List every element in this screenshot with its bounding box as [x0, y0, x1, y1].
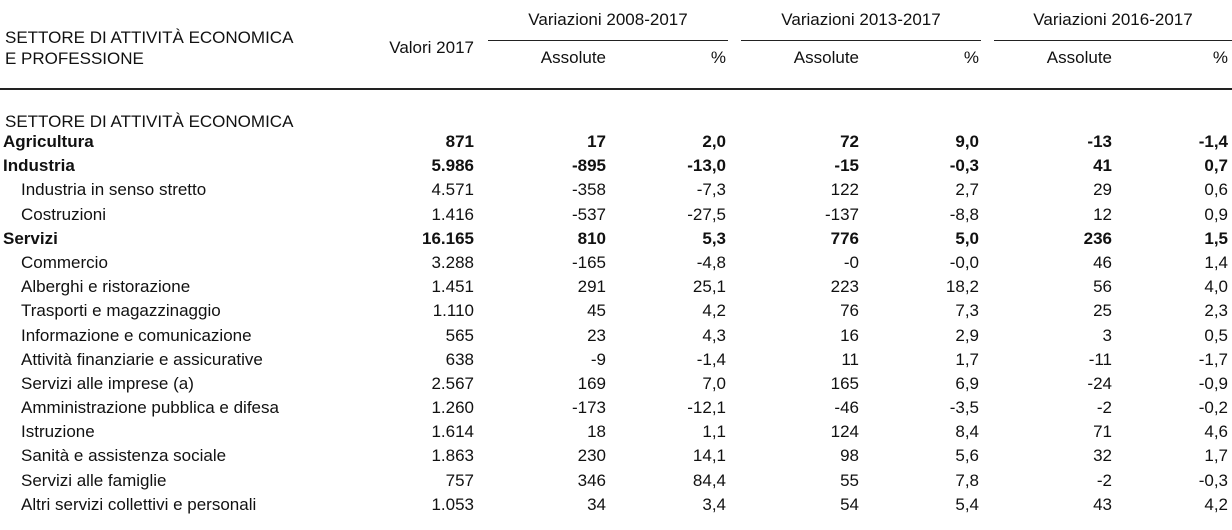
cell-pct-2013-2017: -0,0: [949, 252, 979, 272]
row-label: Altri servizi collettivi e personali: [21, 494, 257, 514]
cell-pct-2008-2017: 84,4: [692, 470, 726, 490]
row-label: Informazione e comunicazione: [21, 325, 252, 345]
cell-assolute-2016-2017: -2: [1096, 470, 1112, 490]
cell-assolute-2013-2017: 124: [830, 422, 859, 442]
cell-assolute-2013-2017: 122: [830, 180, 859, 200]
table-row: [0, 493, 1232, 517]
column-header-sector-line1: SETTORE DI ATTIVITÀ ECONOMICA: [5, 28, 294, 47]
cell-pct-2016-2017: -0,9: [1198, 373, 1228, 393]
cell-pct-2008-2017: 2,0: [702, 132, 726, 151]
row-label: Alberghi e ristorazione: [21, 277, 191, 297]
cell-assolute-2016-2017: 41: [1093, 156, 1112, 176]
row-label: Agricultura: [3, 132, 94, 151]
cell-valori-2017: 1.416: [431, 204, 474, 224]
row-label: Servizi alle famiglie: [21, 470, 167, 490]
row-label: Amministrazione pubblica e difesa: [21, 398, 279, 418]
table-row: [0, 227, 1232, 251]
cell-pct-2008-2017: -12,1: [687, 398, 726, 418]
subheader-assolute-2013: Assolute: [793, 48, 859, 67]
cell-pct-2013-2017: 2,7: [955, 180, 979, 200]
cell-assolute-2008-2017: -173: [571, 398, 606, 418]
cell-assolute-2013-2017: 54: [840, 494, 859, 514]
row-label: Sanità e assistenza sociale: [21, 446, 227, 466]
cell-pct-2013-2017: -8,8: [949, 204, 979, 224]
row-label: Costruzioni: [21, 204, 107, 224]
cell-valori-2017: 4.571: [431, 180, 474, 200]
cell-assolute-2013-2017: 165: [830, 373, 859, 393]
cell-pct-2016-2017: -0,2: [1198, 398, 1228, 418]
table-row: [0, 469, 1232, 493]
cell-assolute-2008-2017: 346: [577, 470, 606, 490]
cell-pct-2008-2017: 25,1: [692, 277, 726, 297]
header-divider: [0, 88, 1232, 90]
cell-valori-2017: 1.260: [431, 398, 474, 418]
subheader-pct-2013: %: [963, 48, 979, 67]
group-header-2016-2017: Variazioni 2016-2017: [1033, 10, 1193, 29]
cell-pct-2008-2017: 3,4: [702, 494, 726, 514]
table-row: [0, 299, 1232, 323]
cell-pct-2016-2017: 1,4: [1204, 252, 1228, 272]
cell-pct-2016-2017: 0,7: [1204, 156, 1228, 176]
group-underline-2013-2017: [741, 40, 981, 41]
cell-assolute-2013-2017: -0: [843, 252, 859, 272]
cell-valori-2017: 1.451: [431, 277, 474, 297]
cell-pct-2016-2017: 4,0: [1204, 277, 1228, 297]
cell-pct-2013-2017: 6,9: [955, 373, 979, 393]
cell-pct-2016-2017: 1,7: [1204, 446, 1228, 466]
cell-assolute-2016-2017: -13: [1087, 132, 1112, 151]
cell-assolute-2016-2017: 12: [1093, 204, 1112, 224]
cell-assolute-2008-2017: 23: [587, 325, 606, 345]
cell-pct-2013-2017: 1,7: [955, 349, 979, 369]
cell-pct-2013-2017: -0,3: [949, 156, 979, 176]
cell-pct-2008-2017: 4,3: [702, 325, 726, 345]
table-row: [0, 444, 1232, 468]
cell-assolute-2013-2017: -46: [834, 398, 859, 418]
section-title: SETTORE DI ATTIVITÀ ECONOMICA: [5, 112, 294, 131]
cell-pct-2016-2017: 4,2: [1204, 494, 1228, 514]
cell-pct-2008-2017: 1,1: [702, 422, 726, 442]
table-row: [0, 420, 1232, 444]
table-row: [0, 203, 1232, 227]
cell-valori-2017: 16.165: [422, 228, 474, 248]
cell-valori-2017: 565: [445, 325, 474, 345]
cell-assolute-2013-2017: 16: [840, 325, 859, 345]
cell-assolute-2013-2017: 776: [830, 228, 859, 248]
cell-pct-2008-2017: -1,4: [696, 349, 726, 369]
cell-pct-2008-2017: -7,3: [696, 180, 726, 200]
cell-assolute-2016-2017: 29: [1093, 180, 1112, 200]
cell-pct-2016-2017: 4,6: [1204, 422, 1228, 442]
cell-pct-2013-2017: 9,0: [955, 132, 979, 151]
cell-assolute-2016-2017: 43: [1093, 494, 1112, 514]
cell-assolute-2016-2017: 71: [1093, 422, 1112, 442]
table-row: [0, 275, 1232, 299]
cell-pct-2013-2017: -3,5: [949, 398, 979, 418]
table-row: [0, 396, 1232, 420]
row-label: Servizi alle imprese (a): [21, 373, 194, 393]
cell-assolute-2008-2017: 291: [577, 277, 606, 297]
cell-valori-2017: 2.567: [431, 373, 474, 393]
cell-pct-2013-2017: 2,9: [955, 325, 979, 345]
cell-assolute-2016-2017: -11: [1088, 349, 1112, 369]
cell-assolute-2013-2017: 72: [840, 132, 859, 151]
cell-assolute-2013-2017: 55: [840, 470, 859, 490]
cell-assolute-2008-2017: -895: [571, 156, 606, 176]
cell-pct-2016-2017: -1,7: [1198, 349, 1228, 369]
cell-pct-2008-2017: -13,0: [687, 156, 726, 176]
table-row: [0, 154, 1232, 178]
group-header-2013-2017: Variazioni 2013-2017: [781, 10, 941, 29]
row-label: Industria in senso stretto: [21, 180, 207, 200]
cell-assolute-2016-2017: 236: [1083, 228, 1112, 248]
cell-assolute-2013-2017: 76: [840, 301, 859, 321]
cell-assolute-2013-2017: 223: [830, 277, 859, 297]
row-label: Trasporti e magazzinaggio: [21, 301, 221, 321]
subheader-assolute-2016: Assolute: [1046, 48, 1112, 67]
cell-assolute-2008-2017: -358: [571, 180, 606, 200]
subheader-pct-2008: %: [710, 48, 726, 67]
table-row: [0, 251, 1232, 275]
cell-valori-2017: 757: [445, 470, 474, 490]
cell-pct-2008-2017: -4,8: [696, 252, 726, 272]
column-header-valori: Valori 2017: [389, 38, 474, 57]
cell-pct-2013-2017: 8,4: [955, 422, 979, 442]
cell-assolute-2008-2017: -165: [571, 252, 606, 272]
row-label: Servizi: [3, 228, 58, 248]
group-underline-2016-2017: [994, 40, 1232, 41]
cell-pct-2008-2017: 7,0: [702, 373, 726, 393]
table-row: [0, 372, 1232, 396]
cell-assolute-2008-2017: -537: [571, 204, 606, 224]
cell-pct-2008-2017: -27,5: [687, 204, 726, 224]
table-body: [0, 130, 1232, 517]
cell-assolute-2016-2017: 32: [1093, 446, 1112, 466]
subheader-assolute-2008: Assolute: [540, 48, 606, 67]
cell-assolute-2008-2017: 230: [577, 446, 606, 466]
cell-assolute-2008-2017: 18: [587, 422, 606, 442]
cell-pct-2016-2017: 1,5: [1204, 228, 1228, 248]
cell-assolute-2008-2017: 169: [577, 373, 606, 393]
cell-pct-2016-2017: 0,9: [1204, 204, 1228, 224]
cell-pct-2016-2017: -0,3: [1198, 470, 1228, 490]
cell-assolute-2008-2017: 34: [587, 494, 606, 514]
row-label: Commercio: [21, 252, 108, 272]
cell-pct-2013-2017: 7,3: [955, 301, 979, 321]
cell-valori-2017: 5.986: [431, 156, 474, 176]
cell-assolute-2008-2017: -9: [590, 349, 606, 369]
cell-assolute-2013-2017: 98: [840, 446, 859, 466]
row-label: Istruzione: [21, 422, 95, 442]
cell-assolute-2016-2017: 25: [1093, 301, 1112, 321]
cell-assolute-2008-2017: 17: [587, 132, 606, 151]
cell-pct-2016-2017: 0,6: [1204, 180, 1228, 200]
cell-pct-2008-2017: 4,2: [702, 301, 726, 321]
table-row: [0, 324, 1232, 348]
cell-pct-2013-2017: 7,8: [955, 470, 979, 490]
cell-valori-2017: 1.110: [432, 301, 474, 321]
cell-assolute-2013-2017: -137: [824, 204, 859, 224]
group-underline-2008-2017: [488, 40, 728, 41]
cell-valori-2017: 1.863: [431, 446, 474, 466]
cell-assolute-2008-2017: 810: [577, 228, 606, 248]
cell-valori-2017: 1.614: [431, 422, 474, 442]
group-header-2008-2017: Variazioni 2008-2017: [528, 10, 688, 29]
cell-assolute-2016-2017: -24: [1087, 373, 1112, 393]
subheader-pct-2016: %: [1212, 48, 1228, 67]
cell-pct-2008-2017: 14,1: [692, 446, 726, 466]
row-label: Attività finanziarie e assicurative: [21, 349, 263, 369]
cell-assolute-2016-2017: 46: [1093, 252, 1112, 272]
cell-pct-2013-2017: 5,0: [955, 228, 979, 248]
cell-pct-2016-2017: -1,4: [1198, 132, 1228, 151]
cell-pct-2016-2017: 2,3: [1204, 301, 1228, 321]
cell-valori-2017: 638: [445, 349, 474, 369]
cell-assolute-2016-2017: -2: [1096, 398, 1112, 418]
cell-pct-2016-2017: 0,5: [1204, 325, 1228, 345]
cell-assolute-2008-2017: 45: [587, 301, 606, 321]
cell-pct-2013-2017: 5,4: [955, 494, 979, 514]
cell-pct-2013-2017: 18,2: [945, 277, 979, 297]
cell-pct-2008-2017: 5,3: [702, 228, 726, 248]
cell-valori-2017: 3.288: [431, 252, 474, 272]
row-label: Industria: [3, 156, 75, 176]
cell-assolute-2016-2017: 3: [1102, 325, 1112, 345]
cell-valori-2017: 871: [445, 132, 474, 151]
cell-valori-2017: 1.053: [431, 494, 474, 514]
table-row: [0, 348, 1232, 372]
cell-assolute-2013-2017: -15: [834, 156, 859, 176]
table-row: [0, 130, 1232, 154]
column-header-sector-line2: E PROFESSIONE: [5, 49, 144, 68]
cell-pct-2013-2017: 5,6: [955, 446, 979, 466]
cell-assolute-2013-2017: 11: [841, 349, 859, 369]
cell-assolute-2016-2017: 56: [1093, 277, 1112, 297]
table-row: [0, 178, 1232, 202]
